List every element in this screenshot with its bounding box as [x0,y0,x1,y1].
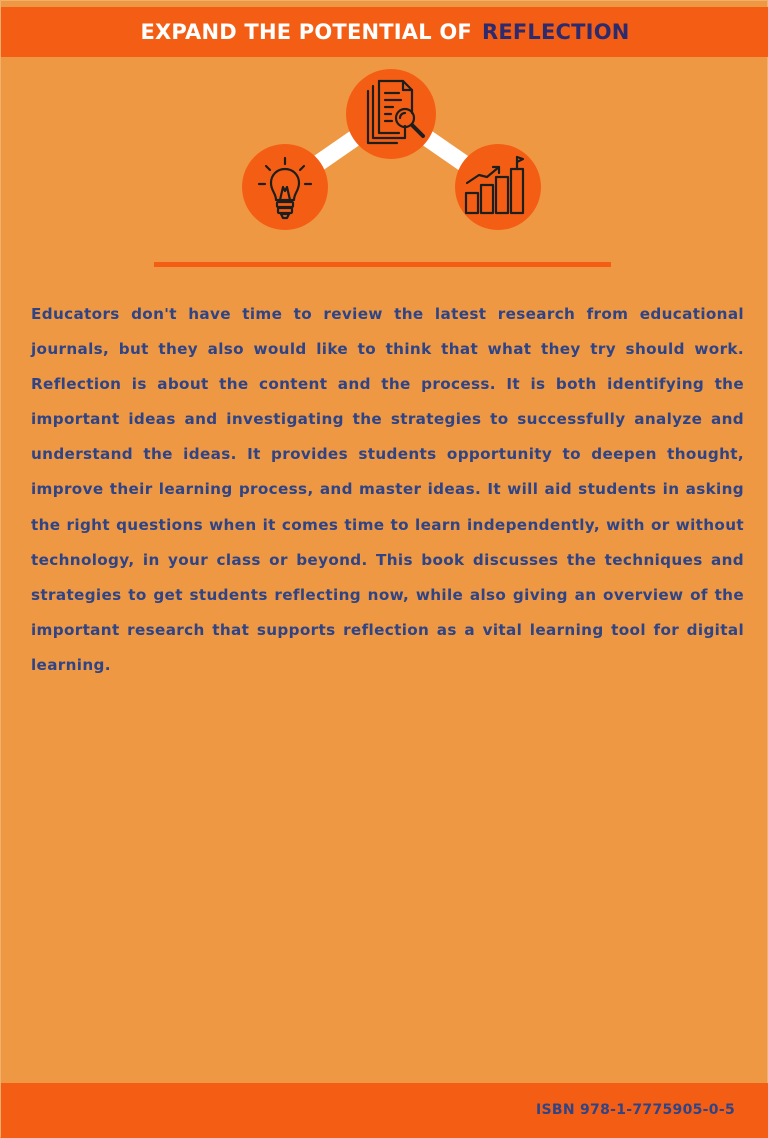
divider-line [154,262,611,267]
description-paragraph: Educators don't have time to review the latest research from educational journals, but they also would like to think that what they try should work. Reflection is about the content and the process. It is both identifying the important ideas and investigating the strategies to successfully analyze and understand the ideas. It provides students opportunity to deepen thought, improve their learning process, and master ideas. It will aid students in asking the right questions when it comes time to learn independently, with or without technology, in your class or beyond. This book discusses the techniques and strategies to get students reflecting now, while also giving an overview of the important research that supports reflection as a vital learning tool for digital learning. [31,305,744,674]
growth-chart-icon [455,144,541,230]
isbn-label: ISBN 978-1-7775905-0-5 [535,1102,735,1118]
header-title-accent: REFLECTION [481,20,630,44]
icon-group [1,1,768,241]
document-search-icon [346,69,436,159]
header-title-main: EXPAND THE POTENTIAL OF [140,20,472,44]
lightbulb-icon [242,144,328,230]
